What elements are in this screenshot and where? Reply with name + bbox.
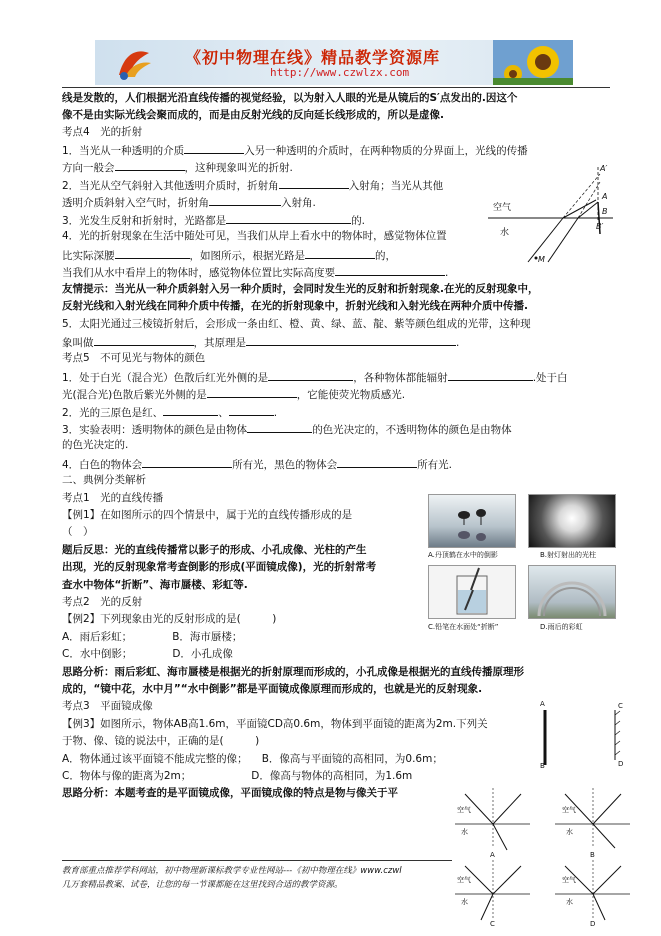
analysis-line: 思路分析：本题考查的是平面镜成像，平面镜成像的特点是物与像关于平 <box>62 787 398 799</box>
pencil-glass-icon <box>429 566 515 618</box>
text-line: 3．光发生反射和折射时，光路都是 的. <box>62 212 365 228</box>
photo-crane-reflection <box>428 494 516 548</box>
label-A: A <box>602 192 608 201</box>
question-line: 【例1】在如图所示的四个情景中，属于光的直线传播形成的是 <box>62 509 353 521</box>
text-line: 的色光决定的. <box>62 439 129 451</box>
text-line: 5．太阳光通过三棱镜折射后，会形成一条由红、橙、黄、绿、蓝、靛、紫等颜色组成的光带，这种现 <box>62 318 531 330</box>
text-line: 2．光的三原色是红、 、 . <box>62 404 277 420</box>
text-line: 1．当光从一种透明的介质 入另一种透明的介质时，在两种物质的分界面上，光线的传播 <box>62 142 528 158</box>
sunflower-icon <box>493 40 573 85</box>
tip-line: 反射光线和入射光线在同种介质中传播，在光的折射现象中，折射光线和入射光线在两种介质中传播. <box>62 300 528 312</box>
footer-line: 几万套精品教案、试卷，让您的每一节课都能在这里找到合适的教学资源。 <box>62 880 343 890</box>
analysis-line: 思路分析：雨后彩虹、海市蜃楼是根据光的折射原理而形成的，小孔成像是根据光的直线传播原理形 <box>62 666 524 678</box>
site-banner <box>95 40 573 85</box>
option-C-label: C <box>490 920 495 928</box>
label-A: A <box>540 700 545 708</box>
water-label: 水 <box>461 828 468 836</box>
text-line: 像不是由实际光线会聚而成的，而是由反射光线的反向延长线形成的，所以是虚像. <box>62 109 444 121</box>
reflection-line: 出现，光的反射现象常考查倒影的形成(平面镜成像)，光的折射常考 <box>62 561 377 573</box>
reflection-line: 查水中物体“折断”、海市蜃楼、彩虹等. <box>62 579 248 591</box>
option-A-label: A <box>490 851 495 859</box>
section-heading: 考点3 平面镜成像 <box>62 700 153 712</box>
text-line: 光(混合光)色散后紫光外侧的是 ，它能使荧光物质感光. <box>62 386 405 402</box>
tip-line: 友情提示：当光从一种介质斜射入另一种介质时，会同时发生光的反射和折射现象.在光的反射现象中， <box>62 283 539 295</box>
footer-line: 教育部重点推荐学科网站，初中物理新课标教学专业性网站---《初中物理在线》www.czwl <box>62 866 402 876</box>
option-D-label: D <box>590 920 596 928</box>
refraction-diagram <box>488 162 618 272</box>
banner-url[interactable]: http://www.czwlzx.com <box>270 66 410 79</box>
text-line: 透明介质斜射入空气时，折射角 入射角. <box>62 194 316 210</box>
footer-rule <box>62 860 452 861</box>
label-M: M <box>538 255 545 264</box>
air-label: 空气 <box>493 203 512 213</box>
text-line: 4．白色的物体会 所有光，黑色的物体会 所有光. <box>62 456 452 472</box>
photo-caption: A.丹顶鹤在水中的倒影 <box>428 551 498 559</box>
water-label: 水 <box>566 828 573 836</box>
water-label: 水 <box>461 898 468 906</box>
label-B: B <box>540 762 545 770</box>
photo-caption: D.雨后的彩虹 <box>540 623 583 631</box>
ray-options-diagram <box>455 788 635 928</box>
text-line: 线是发散的，人们根据光沿直线传播的视觉经验，以为射入人眼的光是从镜后的S′点发出的.因这个 <box>62 92 518 104</box>
option-line: C．水中倒影； D．小孔成像 <box>62 648 233 660</box>
option-line: A．物体通过该平面镜不能成完整的像； B．像高与平面镜的高相同，为0.6m； <box>62 753 443 765</box>
photo-caption: B.射灯射出的光柱 <box>540 551 597 559</box>
mirror-object-diagram <box>535 705 625 775</box>
text-line: 4．光的折射现象在生活中随处可见，当我们从岸上看水中的物体时，感觉物体位置 <box>62 230 447 242</box>
water-label: 水 <box>500 228 510 238</box>
question-line: 【例2】下列现象由光的反射形成的是( ) <box>62 613 277 625</box>
site-logo-icon <box>115 45 153 81</box>
section-heading: 二、典例分类解析 <box>62 474 146 486</box>
label-B-prime: B′ <box>596 222 604 231</box>
text-line: 当我们从水中看岸上的物体时，感觉物体位置比实际高度要 . <box>62 264 448 280</box>
label-A-prime: A′ <box>600 164 608 173</box>
crane-icon <box>429 495 515 547</box>
option-line: C．物体与像的距离为2m； D．像高与物体的高相同，为1.6m <box>62 770 413 782</box>
air-label: 空气 <box>457 806 471 814</box>
section-heading: 考点2 光的反射 <box>62 596 143 608</box>
question-line: 【例3】如图所示，物体AB高1.6m，平面镜CD高0.6m，物体到平面镜的距离为2m.下列关 <box>62 718 488 730</box>
photo-caption: C.铅笔在水面处“折断” <box>428 623 499 631</box>
text-line: 1．处于白光（混合光）色散后红光外侧的是 ，各种物体都能辐射 .处于白 <box>62 369 568 385</box>
air-label: 空气 <box>562 806 576 814</box>
section-heading: 考点1 光的直线传播 <box>62 492 164 504</box>
photo-light-beam <box>528 494 616 548</box>
text-line: 方向一般会 ，这种现象叫光的折射. <box>62 159 293 175</box>
label-D: D <box>618 760 624 768</box>
banner-title: 《初中物理在线》精品教学资源库 <box>185 48 441 67</box>
header-rule <box>62 87 610 88</box>
photo-rainbow <box>528 565 616 619</box>
option-B-label: B <box>590 851 595 859</box>
air-label: 空气 <box>562 876 576 884</box>
air-label: 空气 <box>457 876 471 884</box>
text-line: 3．实验表明：透明物体的颜色是由物体 的色光决定的，不透明物体的颜色是由物体 <box>62 421 512 437</box>
text-line: 2．当光从空气斜射入其他透明介质时，折射角 入射角；当光从其他 <box>62 177 443 193</box>
option-line: A．雨后彩虹； B．海市蜃楼； <box>62 631 243 643</box>
photo-pencil-in-water <box>428 565 516 619</box>
reflection-line: 题后反思：光的直线传播常以影子的形成、小孔成像、光柱的产生 <box>62 544 367 556</box>
text-line: 比实际深腰 ，如图所示，根据光路是 的， <box>62 247 396 263</box>
label-B: B <box>602 207 608 216</box>
water-label: 水 <box>566 898 573 906</box>
label-C: C <box>618 702 623 710</box>
analysis-line: 成的，“镜中花，水中月”“水中倒影”都是平面镜成像原理而形成的，也就是光的反射现象. <box>62 683 483 695</box>
question-line: 于物、像、镜的说法中，正确的是( ) <box>62 735 260 747</box>
section-heading: 考点4 光的折射 <box>62 126 143 138</box>
section-heading: 考点5 不可见光与物体的颜色 <box>62 352 206 364</box>
text-line: 象叫做 ，其原理是 . <box>62 334 459 350</box>
question-line: （ ） <box>62 526 94 538</box>
rainbow-icon <box>529 566 615 618</box>
